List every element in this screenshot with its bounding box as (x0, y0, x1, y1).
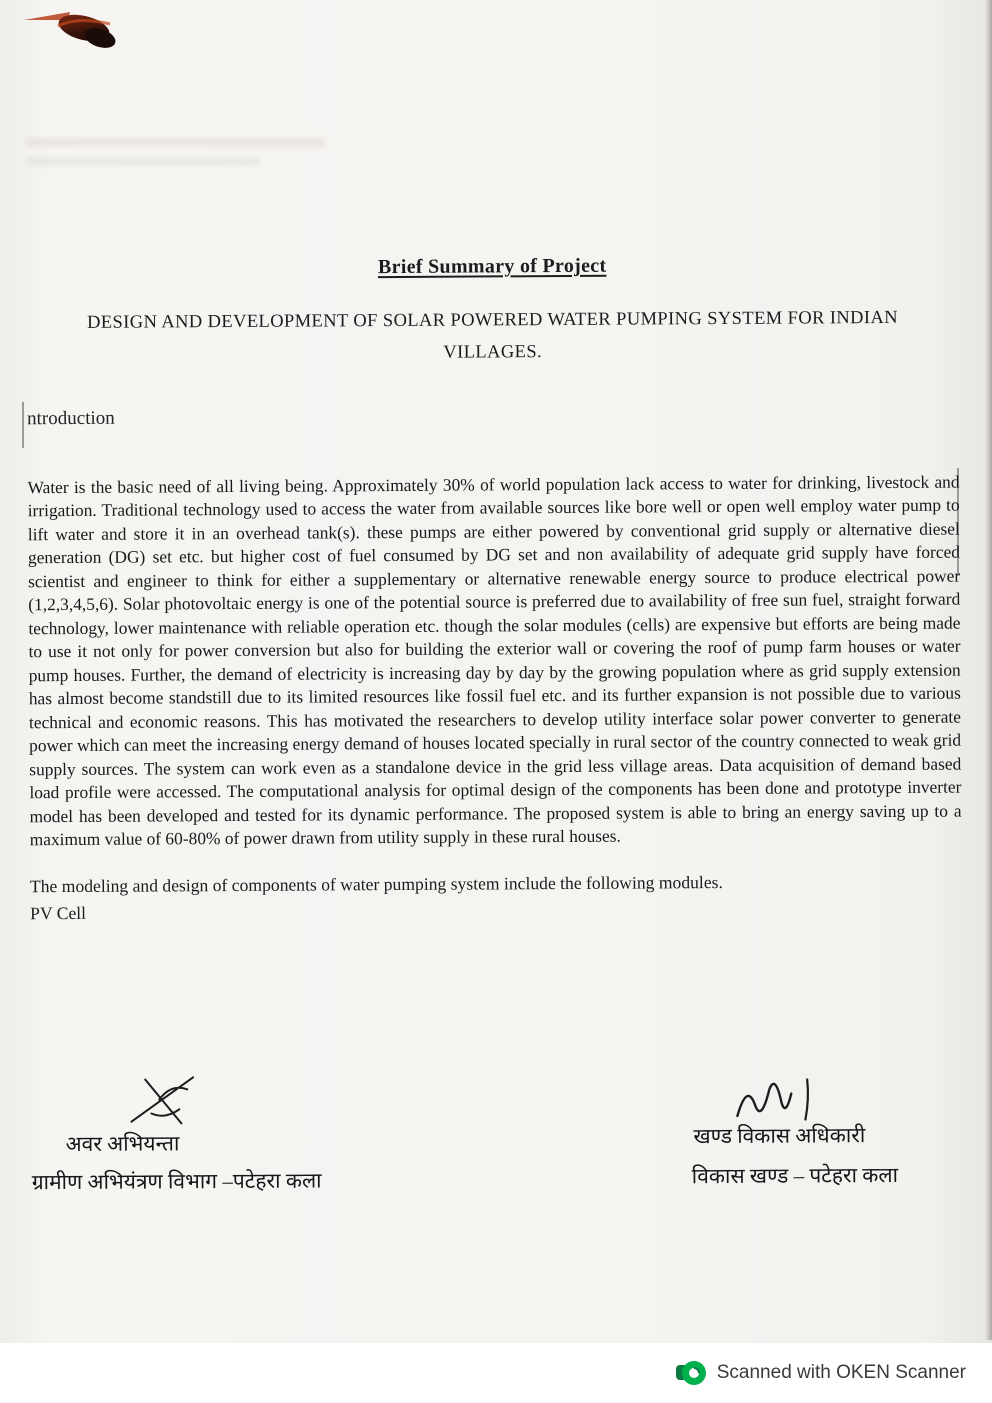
document-title: Brief Summary of Project (377, 254, 607, 279)
oken-scanner-logo-icon (675, 1357, 707, 1389)
signature-left-icon (121, 1069, 211, 1130)
scanner-watermark-text: Scanned with OKEN Scanner (716, 1362, 966, 1383)
signature-left-department: ग्रामीण अभियंत्रण विभाग –पटेहरा कला (31, 1168, 322, 1195)
scanner-badge (675, 1357, 966, 1389)
modules-sentence: The modeling and design of components of water pumping system include the following modules. (29, 871, 723, 896)
signature-right-title: खण्ड विकास अधिकारी (693, 1123, 866, 1149)
scanner-footer-bar (0, 1343, 992, 1403)
signature-scribble-left (121, 1069, 211, 1135)
body-paragraph: Water is the basic need of all living being. Approximately 30% of world population lack access to water for drinking, livestock and irrigation. Traditional technology used to access the water from available sources like bore well or open well employ water pump to lift water and store it in an overhead tank(s). these pumps are either powered by conventional grid supply or alternative diesel generation (DG) set etc. but higher cost of fuel consumed by DG set and non availability of adequate grid supply have forced scientist and engineer to think for either a supplementary or alternative renewable energy source to produce electrical power (1,2,3,4,5,6). Solar photovoltaic energy is one of the potential source is preferred due to availability of free sun fuel, straight forward technology, lower maintenance with reliable operation etc. though the solar modules (cells) are expensive but efforts are being made to use it not only for power conversion but also for building the exterior wall or covering the roof of pump farm houses or water pump houses. Further, the demand of electricity is increasing day by day by the growing population where as grid supply extension has almost become standstill due to its limited resources like fossil fuel etc. and its further expansion is not possible due to various technical and economic reasons. This has motivated the researchers to develop utility interface solar power converter to generate power which can meet the increasing energy demand of houses located specially in rural sector of the country connected to weak grid supply sources. The system can work even as a standalone device in the grid less village areas. Data acquisition of demand based load profile were accessed. The computational analysis for optimal design of the components has been done and prototype inverter model has been developed and tested for its dynamic performance. The proposed system is able to bring an energy saving up to a maximum value of 60-80% of power drawn from utility supply in these rural houses. (27, 471, 962, 850)
section-heading-introduction: ntroduction (27, 407, 115, 430)
document-subtitle: DESIGN AND DEVELOPMENT OF SOLAR POWERED WATER PUMPING SYSTEM FOR INDIAN VILLAGES. (87, 307, 899, 364)
module-item-pv-cell: PV Cell (30, 902, 87, 923)
signature-right-department: विकास खण्ड – पटेहरा कला (691, 1162, 899, 1189)
signature-left-title: अवर अभियन्ता (65, 1131, 180, 1157)
document-content (26, 253, 962, 924)
